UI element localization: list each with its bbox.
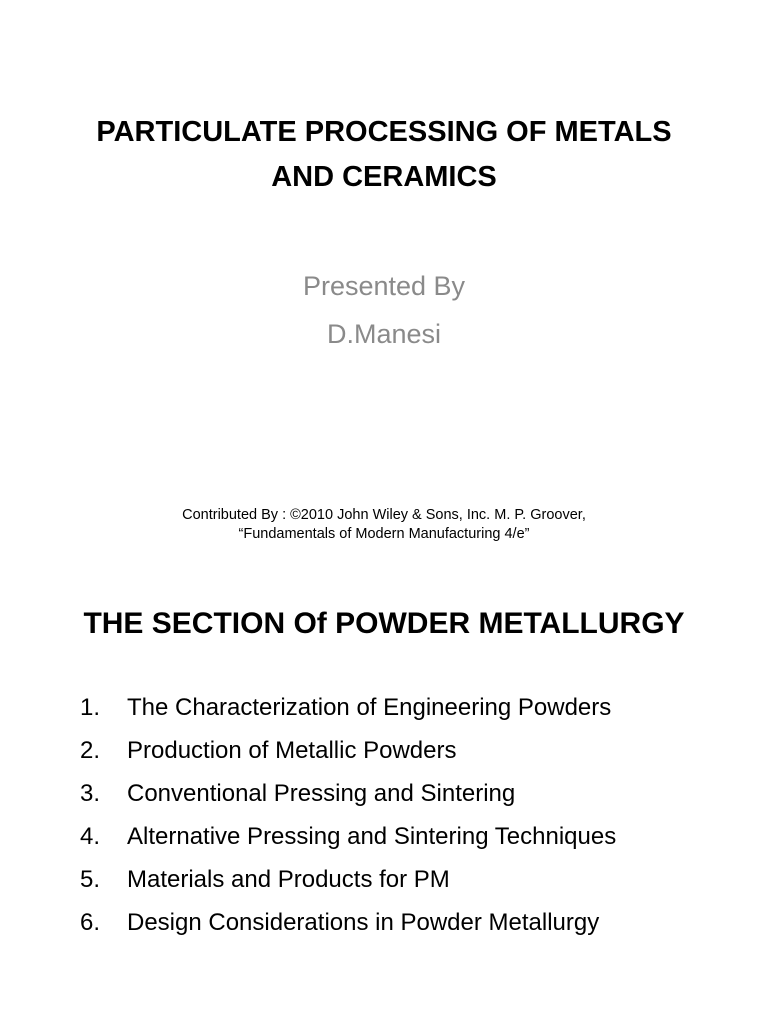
list-item-number: 5. (80, 866, 101, 893)
credit-line: Contributed By : ©2010 John Wiley & Sons, Inc. M. P. Groover, (182, 507, 586, 523)
credit-line: “Fundamentals of Modern Manufacturing 4/e” (238, 526, 530, 542)
list-item (80, 772, 616, 815)
list-item-text: Alternative Pressing and Sintering Techniques (127, 823, 617, 850)
title-line: PARTICULATE PROCESSING OF METALS (96, 116, 672, 148)
list-item-text: The Characterization of Engineering Powders (127, 694, 612, 721)
contents-list (80, 686, 616, 944)
list-item-number: 6. (80, 909, 101, 936)
presenter-name: D.Manesi (326, 319, 442, 349)
list-item (80, 686, 616, 729)
list-item-text: Materials and Products for PM (127, 866, 450, 893)
list-item-number: 2. (80, 737, 101, 764)
title-line: AND CERAMICS (271, 161, 497, 193)
section-heading: THE SECTION Of POWDER METALLURGY (83, 607, 685, 640)
list-item-number: 3. (80, 780, 101, 807)
list-item-number: 1. (80, 694, 101, 721)
list-item (80, 901, 616, 944)
list-item-text: Design Considerations in Powder Metallurgy (127, 909, 600, 936)
list-item-text: Conventional Pressing and Sintering (127, 780, 516, 807)
slide-contents (0, 512, 768, 1024)
presented-by-label: Presented By (302, 271, 466, 301)
presentation-title (40, 110, 728, 200)
presenter-block (0, 262, 768, 358)
list-item-text: Production of Metallic Powders (127, 737, 457, 764)
list-item (80, 729, 616, 772)
list-item-number: 4. (80, 823, 101, 850)
list-item (80, 858, 616, 901)
list-item (80, 815, 616, 858)
